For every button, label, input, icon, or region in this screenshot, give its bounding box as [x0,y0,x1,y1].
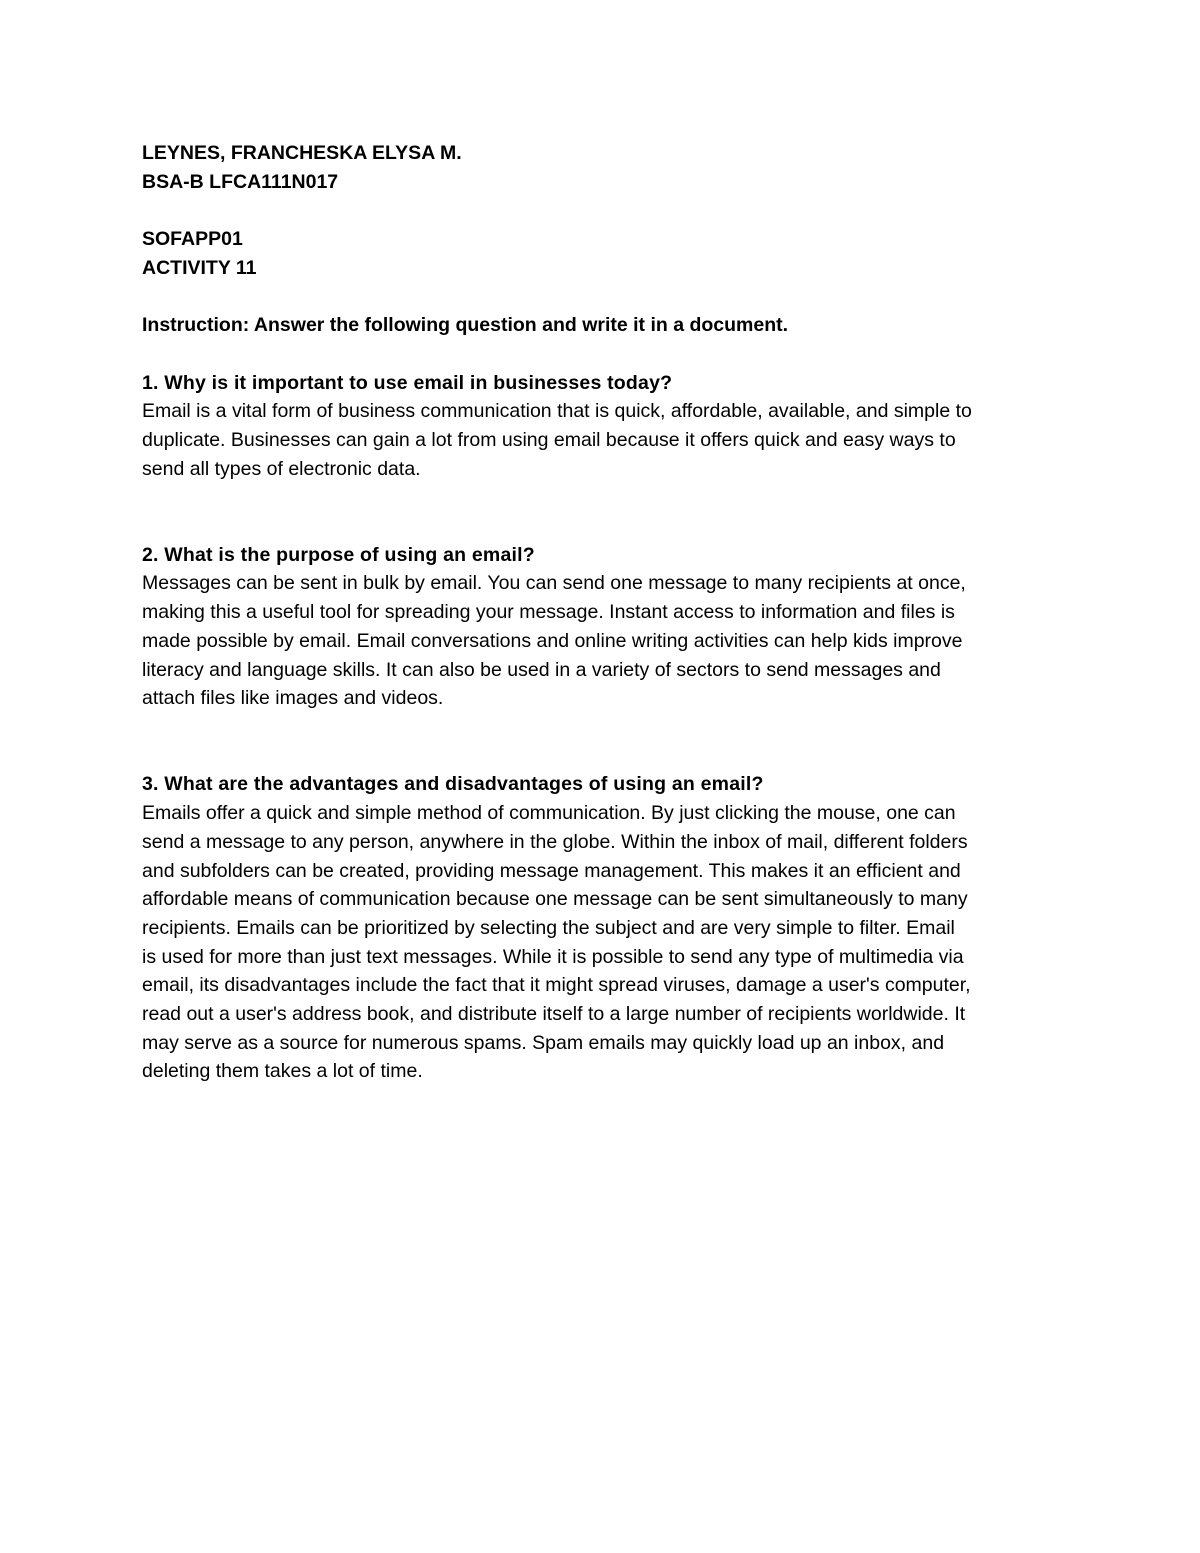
answer-line: Messages can be sent in bulk by email. You can send one message to many recipients at once, [142,572,966,595]
answer-line: is used for more than just text messages. While it is possible to send any type of multimedia via [142,945,964,968]
question-heading: 1. Why is it important to use email in businesses today? [142,371,673,394]
answer-line: affordable means of communication because one message can be sent simultaneously to many [142,888,968,911]
answer-line: Email is a vital form of business communication that is quick, affordable, available, and simple to [142,400,972,423]
question-block-2 [142,541,1062,713]
student-name: LEYNES, FRANCHESKA ELYSA M. [142,142,462,164]
answer-line: made possible by email. Email conversations and online writing activities can help kids improve [142,629,963,652]
question-block-1 [142,369,1062,484]
answer-line: deleting them takes a lot of time. [142,1060,423,1083]
instruction-text: Instruction: Answer the following question and write it in a document. [142,314,789,337]
question-heading: 3. What are the advantages and disadvantages of using an email? [142,773,764,796]
answer-line: email, its disadvantages include the fact that it might spread viruses, damage a user's computer, [142,974,971,997]
answer-line: read out a user's address book, and distribute itself to a large number of recipients worldwide. It [142,1003,966,1026]
answer-line: attach files like images and videos. [142,687,444,710]
answer-line: send a message to any person, anywhere in the globe. Within the inbox of mail, different folders [142,830,968,853]
answer-line: making this a useful tool for spreading your message. Instant access to information and files is [142,601,955,624]
answer-line: Emails offer a quick and simple method of communication. By just clicking the mouse, one can [142,802,956,825]
question-heading: 2. What is the purpose of using an email? [142,543,535,566]
answer-line: literacy and language skills. It can also be used in a variety of sectors to send messages and [142,658,941,681]
student-section: BSA-B LFCA111N017 [142,170,339,193]
answer-line: and subfolders can be created, providing message management. This makes it an efficient and [142,859,961,882]
answer-line: recipients. Emails can be prioritized by selecting the subject and are very simple to filter. Email [142,916,955,939]
answer-line: send all types of electronic data. [142,457,421,480]
answer-line: may serve as a source for numerous spams. Spam emails may quickly load up an inbox, and [142,1031,945,1054]
course-code: SOFAPP01 [142,228,243,251]
document-body [142,139,1062,1086]
answer-line: duplicate. Businesses can gain a lot from using email because it offers quick and easy ways to [142,428,956,451]
question-block-3 [142,770,1062,1086]
activity-title: ACTIVITY 11 [142,256,257,279]
